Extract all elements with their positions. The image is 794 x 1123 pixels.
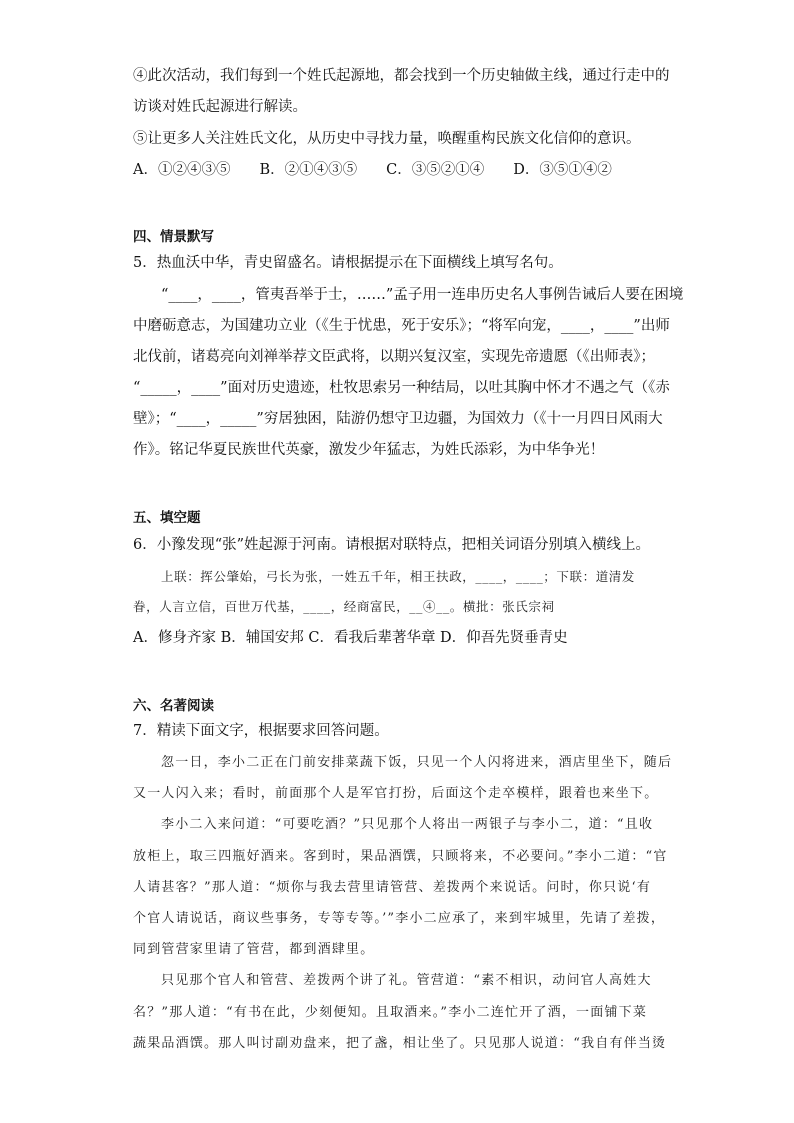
option-item-4-cont: 访谈对姓氏起源进行解读。 (133, 99, 307, 115)
section-heading-5: 五、填空题 (133, 510, 201, 526)
reading-line: 忽一日，李小二正在门前安排菜蔬下饭，只见一个人闪将进来，酒店里坐下，随后 (161, 755, 673, 770)
reading-line: 李小二入来问道：“可要吃酒？”只见那个人将出一两银子与李小二，道：“且收 (161, 817, 654, 832)
reading-line: 只见那个官人和管营、差拨两个讲了礼。管营道：“素不相识，动问官人高姓大 (161, 973, 652, 988)
q5-paragraph-line: 壁》；“____，_____”穷居独困，陆游仍想守卫边疆，为国效力（《十一月四日风雨大 (133, 411, 663, 427)
section-heading-6: 六、名著阅读 (133, 698, 214, 714)
q6-options: A．修身齐家 B．辅国安邦 C．看我后辈著华章 D．仰吾先贤垂青史 (133, 630, 568, 646)
question-7: 7．精读下面文字，根据要求回答问题。 (133, 723, 389, 739)
reading-line: 蔬果品酒馔。那人叫讨副劝盘来，把了盏，相让坐了。只见那人说道：“我自有伴当烫 (133, 1036, 667, 1051)
reading-line: 个官人请说话，商议些事务，专等专等。’”李小二应承了，来到牢城里，先请了差拨， (133, 911, 666, 926)
q5-paragraph-line: “____，____，管夷吾举于士，……”孟子用一连串历史名人事例告诫后人要在困境 (161, 287, 684, 303)
q5-paragraph-line: “_____，____”面对历史遗迹，杜牧思索另一种结局，以吐其胸中怀才不遇之气（《赤 (133, 380, 670, 396)
answer-choices: A．①②④③⑤ B．②①④③⑤ C．③⑤②①④ D．③⑤①④② (133, 162, 612, 178)
q5-paragraph-line: 中磨砺意志，为国建功立业（《生于忧患，死于安乐》；“将军向宠，____，____”出师 (133, 318, 670, 334)
reading-line: 放柜上，取三四瓶好酒来。客到时，果品酒馔，只顾将来，不必要问。”李小二道：“官 (133, 849, 668, 864)
question-5: 5．热血沃中华，青史留盛名。请根据提示在下面横线上填写名句。 (133, 255, 563, 271)
q5-paragraph-line: 北伐前，诸葛亮向刘禅举荐文臣武将，以期兴复汉室，实现先帝遗愿（《出师表》； (133, 349, 655, 365)
question-6: 6．小豫发现“张”姓起源于河南。请根据对联特点，把相关词语分别填入横线上。 (133, 537, 651, 553)
section-heading-4: 四、情景默写 (133, 229, 214, 245)
reading-line: 名？”那人道：“有书在此，少刻便知。且取酒来。”李小二连忙开了酒，一面铺下菜 (133, 1005, 648, 1020)
reading-line: 又一人闪入来；看时，前面那个人是军官打扮，后面这个走卒模样，跟着也来坐下。 (133, 786, 659, 801)
couplet-line-1: 上联：挥公肇始，弓长为张，一姓五千年，相王扶政，____，____；下联：道清发 (161, 569, 636, 584)
couplet-line-2: 眷，人言立信，百世万代基，____，经商富民，__④__。横批：张氏宗祠 (133, 599, 555, 614)
option-item-5: ⑤让更多人关注姓氏文化，从历史中寻找力量，唤醒重构民族文化信仰的意识。 (133, 131, 641, 147)
reading-line: 人请甚客？”那人道：“烦你与我去营里请管营、差拨两个来说话。问时，你只说‘有 (133, 880, 652, 895)
option-item-4: ④此次活动，我们每到一个姓氏起源地，都会找到一个历史轴做主线，通过行走中的 (133, 68, 670, 84)
reading-line: 同到管营家里请了管营，都到酒肆里。 (133, 942, 375, 957)
q5-paragraph-line: 作》。铭记华夏民族世代英豪，激发少年猛志，为姓氏添彩，为中华争光！ (133, 442, 605, 458)
